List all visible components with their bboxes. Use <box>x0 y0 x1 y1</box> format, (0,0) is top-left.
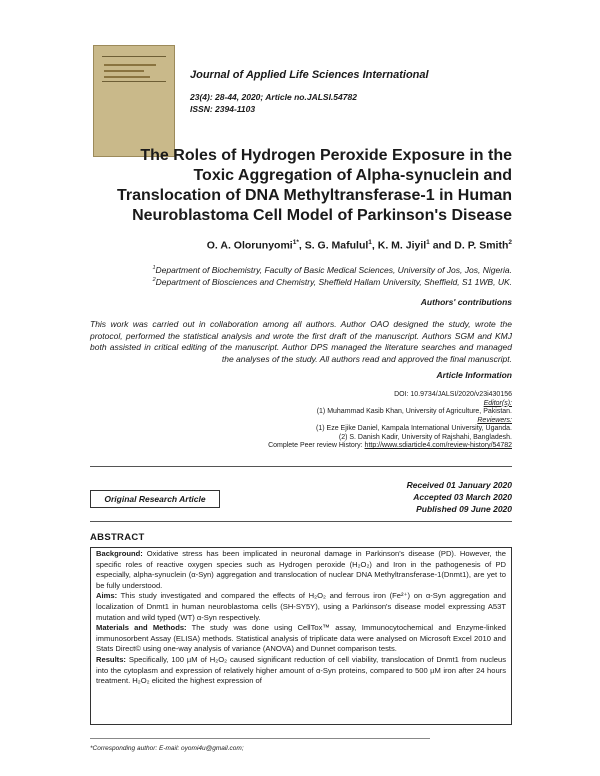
abstract-background <box>96 549 506 591</box>
results-label: Results: <box>96 654 126 664</box>
author-name: , K. M. Jiyil <box>371 239 427 252</box>
accepted-date: Accepted 03 March 2020 <box>413 492 512 502</box>
received-date: Received 01 January 2020 <box>406 480 512 490</box>
journal-name: Journal of Applied Life Sciences International <box>190 69 429 81</box>
aims-text: This study investigated and compared the effects of H₂O₂ and ferrous iron (Fe²⁺) on α-Syn aggregation and localization of Dnmt1 in human neuroblastoma cells (SH-SY5Y), using a Parkinson's disease model expressing A53T mutation and wild typed (WT) α-Syn respectively. <box>96 591 506 622</box>
abstract-results <box>96 655 506 687</box>
corresponding-author-footnote: *Corresponding author: E-mail: oyomi4u@gmail.com; <box>90 745 244 752</box>
aims-label: Aims: <box>96 591 118 601</box>
title-line: Translocation of DNA Methyltransferase-1 in Human <box>116 187 512 204</box>
editors-label: Editor(s): <box>483 399 512 407</box>
author-name: , S. G. Mafulul <box>298 239 369 252</box>
abstract-box <box>90 547 512 725</box>
affiliation-text: Department of Biosciences and Chemistry, Sheffield Hallam University, Sheffield, S1 1WB, UK. <box>155 277 512 287</box>
article-info-heading: Article Information <box>436 370 512 380</box>
affiliation-text: Department of Biochemistry, Faculty of Basic Medical Sciences, University of Jos, Jos, Nigeria. <box>155 265 512 275</box>
reviewer-entry: (2) S. Danish Kadir, University of Rajshahi, Bangladesh. <box>338 433 512 441</box>
author-affiliation-mark: 2 <box>508 239 512 246</box>
article-info-block <box>150 391 512 451</box>
methods-label: Materials and Methods: <box>96 623 187 633</box>
doi: DOI: 10.9734/JALSI/2020/v23i430156 <box>394 391 512 398</box>
author-name: and D. P. Smith <box>429 239 509 252</box>
author-affiliation-mark: 1* <box>292 239 299 246</box>
article-title <box>100 146 512 226</box>
review-history <box>150 442 512 451</box>
results-text: Specifically, 100 µM of H₂O₂ caused significant reduction of cell viability, translocation of Dnmt1 from nucleus into the cytoplasm and expression of relatively higher amount of α-Syn proteins, compared to 500 µM iron after 24 hours treatment. H₂O₂ elicited the highest expression of <box>96 654 506 686</box>
published-date: Published 09 June 2020 <box>416 504 512 514</box>
background-label: Background: <box>96 549 143 558</box>
review-history-link[interactable]: http://www.sdiarticle4.com/review-history/54782 <box>364 442 512 449</box>
affiliation-2 <box>100 277 512 287</box>
affiliation-mark: 2 <box>152 277 156 284</box>
cover-line <box>104 70 144 72</box>
affiliation-mark: 1 <box>152 265 156 272</box>
title-line: Neuroblastoma Cell Model of Parkinson's Disease <box>132 207 512 224</box>
contributions-text: This work was carried out in collaboration among all authors. Author OAO designed the study, wrote the protocol, performed the statistical analysis and wrote the first draft of the manuscript. Authors SGM and KMJ both assisted in critical editing of the manuscript. Author DPS managed the literature searches and managed the analyses of the study. All authors read and approved the final manuscript. <box>90 319 512 364</box>
cover-line <box>104 76 150 78</box>
reviewer-entry: (1) Eze Ejike Daniel, Kampala International University, Uganda. <box>316 425 512 432</box>
author-list <box>100 239 512 252</box>
footnote-divider <box>90 738 430 739</box>
contributions-heading: Authors' contributions <box>420 297 512 307</box>
journal-cover-thumbnail <box>93 45 175 157</box>
review-history-label: Complete Peer review History: <box>268 442 365 449</box>
title-line: The Roles of Hydrogen Peroxide Exposure in the <box>140 147 512 164</box>
author-affiliation-mark: 1 <box>368 239 372 246</box>
abstract-heading: ABSTRACT <box>90 532 145 543</box>
methods-text: The study was done using CellTox™ assay, Immunocytochemical and Enzyme-linked immunosorbent Assay (ELISA) methods. Statistical analysis of triplicate data were analysed on Microsoft Excel 2010 and Stats Direct© using one-way analysis of variance (ANOVA) and Dunnet comparison tests. <box>96 623 506 654</box>
section-divider <box>90 521 512 522</box>
cover-line <box>104 64 156 66</box>
cover-title-band <box>102 56 166 82</box>
background-text: Oxidative stress has been implicated in neuronal damage in Parkinson's disease (PD). However, the specific roles of reactive oxygen species such as Hydrogen peroxide (H₂O₂) and Iron in the pathogenesis of PD especially, alpha-synuclein (α-Syn) aggregation and translocation of nuclear DNA Methyltransferase-1(Dnmt1), are yet to be fully understood. <box>96 549 506 590</box>
article-type-badge: Original Research Article <box>90 490 220 508</box>
journal-issn: ISSN: 2394-1103 <box>190 104 256 114</box>
abstract-methods <box>96 623 506 655</box>
journal-issue: 23(4): 28-44, 2020; Article no.JALSI.54782 <box>190 92 357 102</box>
author-name: O. A. Olorunyomi <box>206 239 293 252</box>
author-affiliation-mark: 1 <box>426 239 430 246</box>
reviewers-label: Reviewers: <box>477 416 512 424</box>
affiliation-1 <box>100 265 512 275</box>
title-line: Toxic Aggregation of Alpha-synuclein and <box>193 167 512 184</box>
abstract-aims <box>96 591 506 623</box>
section-divider <box>90 466 512 467</box>
editor-entry: (1) Muhammad Kasib Khan, University of Agriculture, Pakistan. <box>316 408 512 415</box>
